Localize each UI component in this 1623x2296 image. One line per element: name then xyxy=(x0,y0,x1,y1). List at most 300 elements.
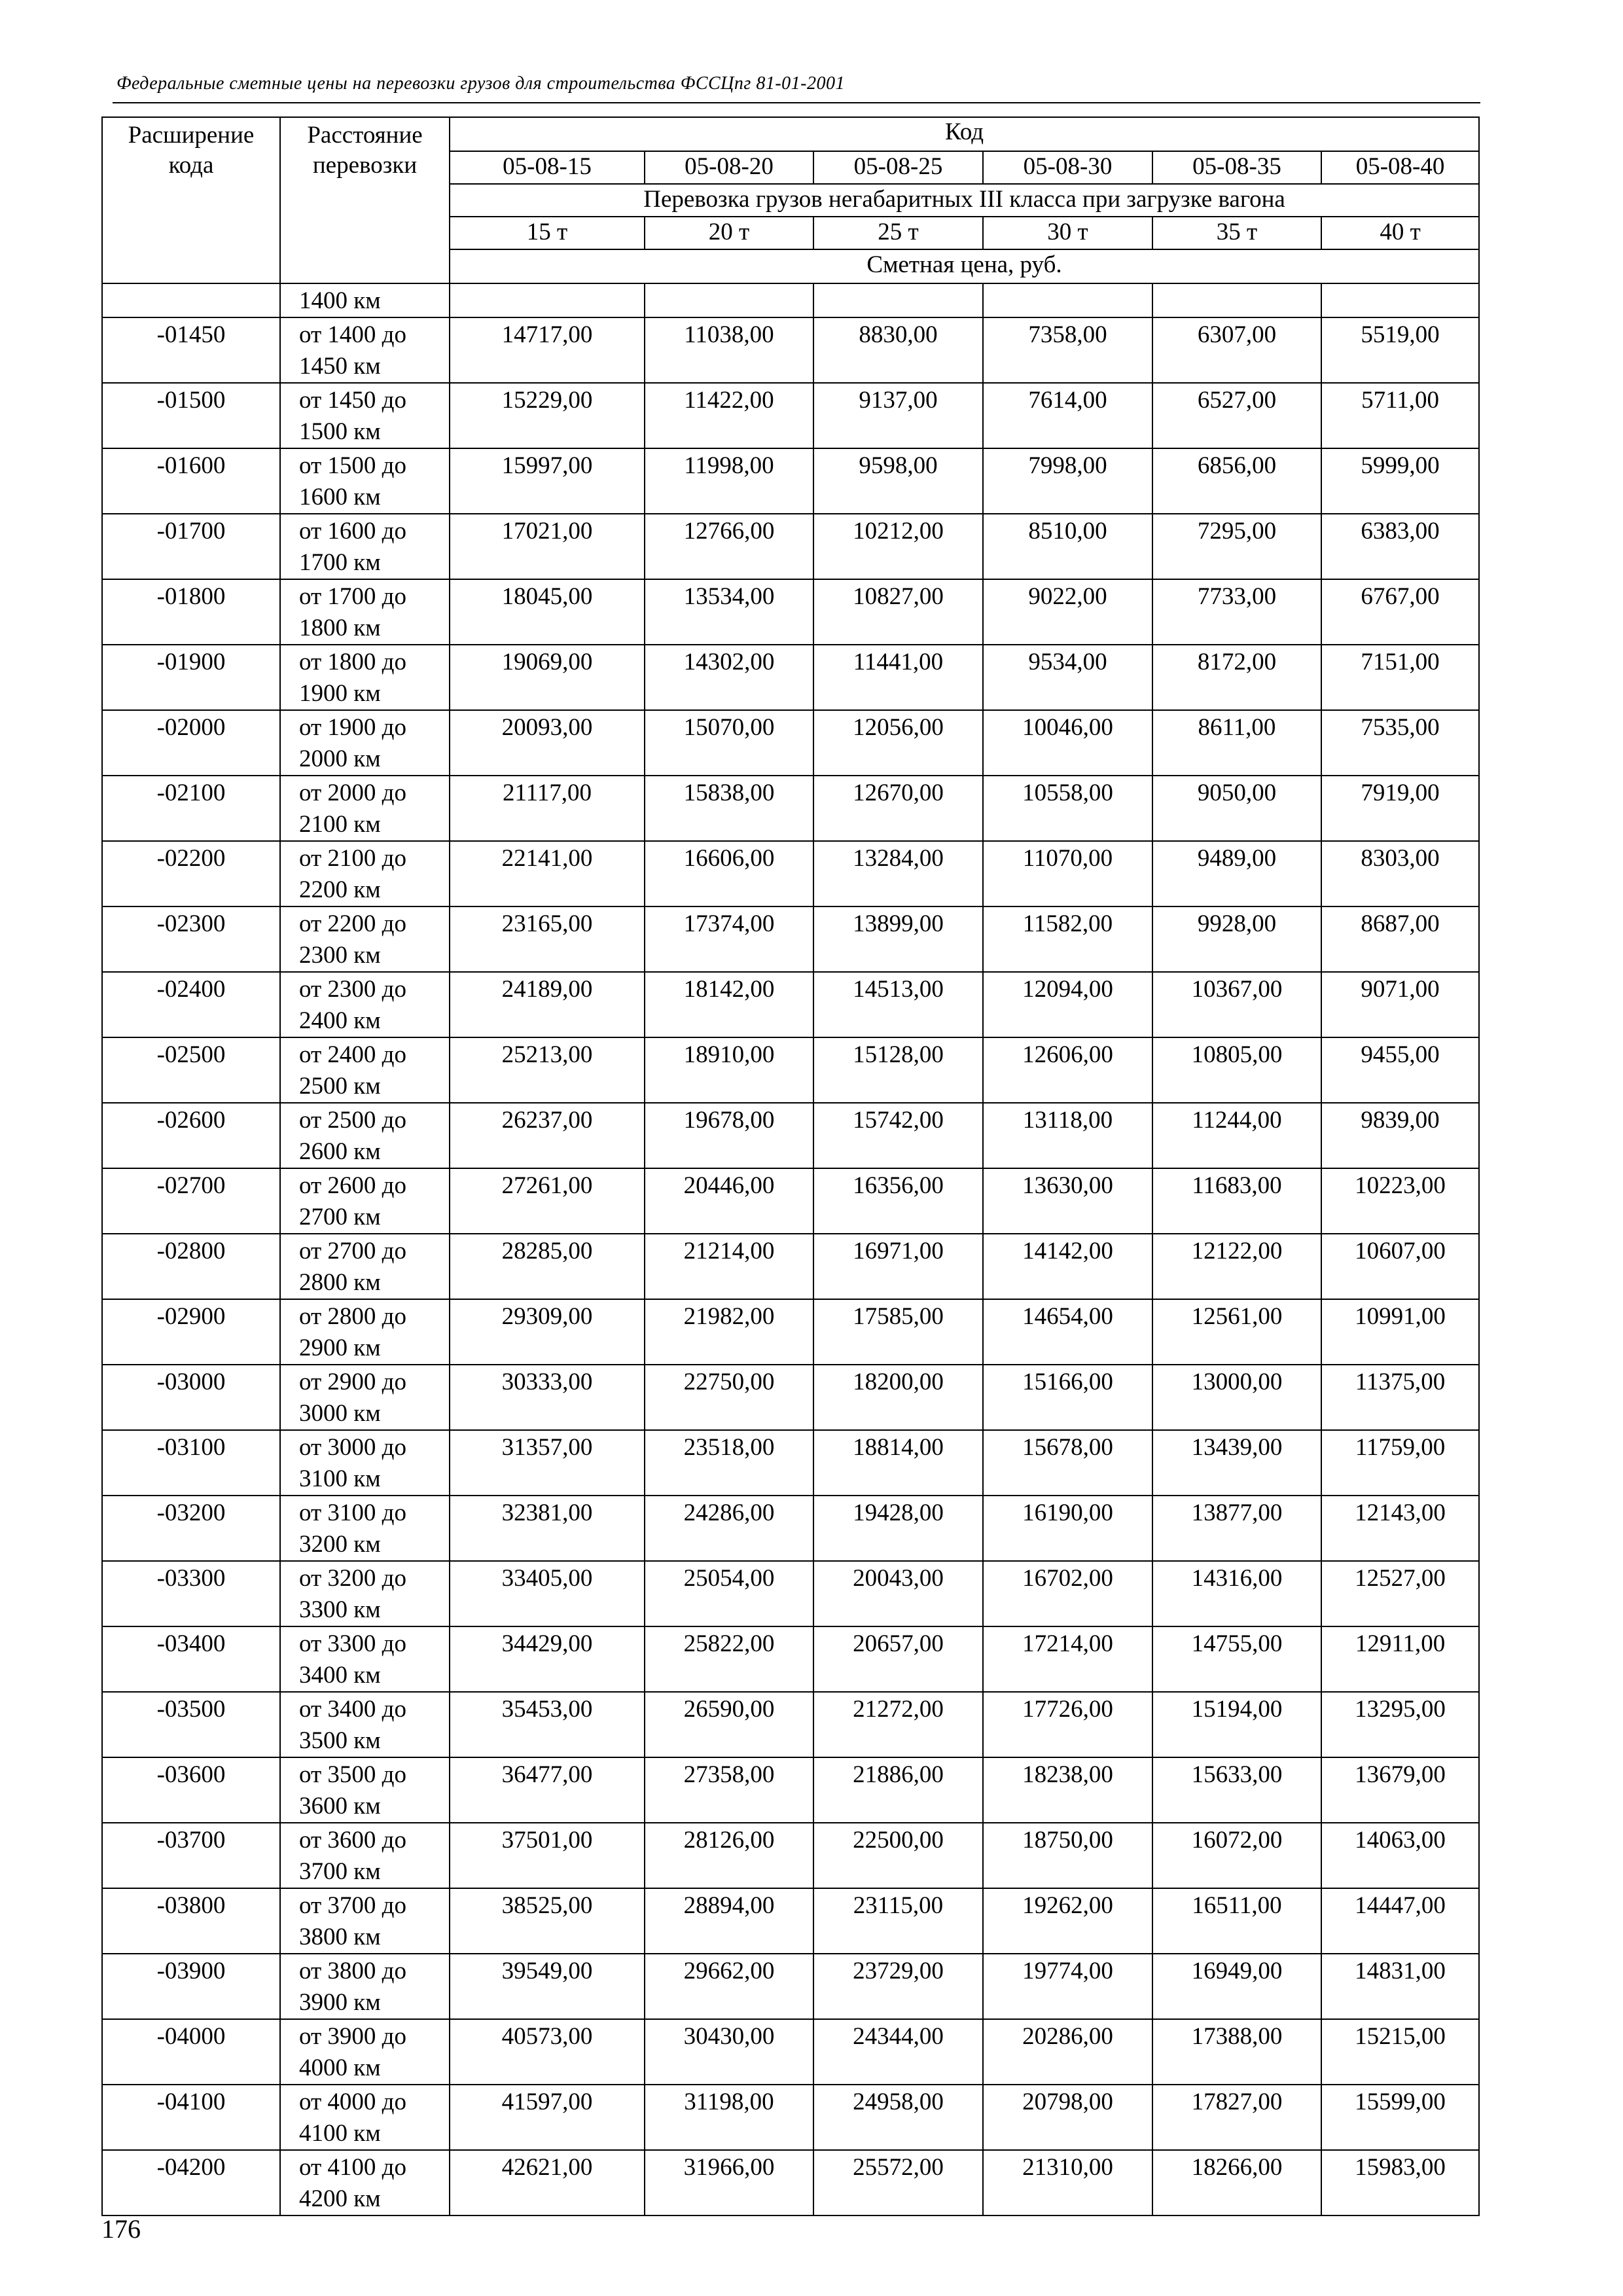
cell-price: 17214,00 xyxy=(983,1626,1152,1692)
cell-price: 31198,00 xyxy=(645,2085,813,2150)
distance-from: от 2100 до xyxy=(299,845,407,872)
cell-price: 7998,00 xyxy=(983,448,1152,514)
cell-code: -01450 xyxy=(102,317,280,383)
cell-code: -04000 xyxy=(102,2019,280,2085)
cell-price: 32381,00 xyxy=(450,1496,645,1561)
cell-price: 15997,00 xyxy=(450,448,645,514)
distance-to: 2900 км xyxy=(299,1335,381,1361)
distance-from: от 3300 до xyxy=(299,1630,407,1657)
cell-price: 25054,00 xyxy=(645,1561,813,1626)
cell-price: 13877,00 xyxy=(1152,1496,1321,1561)
distance-to: 4100 км xyxy=(299,2120,381,2147)
cell-distance xyxy=(280,317,450,383)
distance-from: от 3700 до xyxy=(299,1892,407,1919)
cell-price: 8510,00 xyxy=(983,514,1152,579)
table-row xyxy=(102,841,1479,906)
cell-price: 14654,00 xyxy=(983,1299,1152,1365)
cell-price: 18814,00 xyxy=(813,1430,983,1496)
cell-price: 12766,00 xyxy=(645,514,813,579)
table-row xyxy=(102,776,1479,841)
distance-to: 3400 км xyxy=(299,1662,381,1689)
cell-price: 18910,00 xyxy=(645,1037,813,1103)
cell-price: 9455,00 xyxy=(1321,1037,1479,1103)
cell-price: 13118,00 xyxy=(983,1103,1152,1168)
cell-distance xyxy=(280,2150,450,2215)
cell-price: 18238,00 xyxy=(983,1757,1152,1823)
cell-code: -02900 xyxy=(102,1299,280,1365)
distance-to: 2500 км xyxy=(299,1073,381,1100)
cell-price: 29309,00 xyxy=(450,1299,645,1365)
cell-price: 15166,00 xyxy=(983,1365,1152,1430)
header-distance: Расстояние перевозки xyxy=(280,117,450,283)
cell-price: 11070,00 xyxy=(983,841,1152,906)
cell-distance: 1400 км xyxy=(280,283,450,317)
cell-code: -01500 xyxy=(102,383,280,448)
cell-distance xyxy=(280,2019,450,2085)
cell-price: 23518,00 xyxy=(645,1430,813,1496)
table-row xyxy=(102,1299,1479,1365)
cell-price: 13679,00 xyxy=(1321,1757,1479,1823)
distance-to: 4000 км xyxy=(299,2054,381,2081)
table-row xyxy=(102,906,1479,972)
distance-from: от 3000 до xyxy=(299,1434,407,1461)
header-code: Код xyxy=(450,117,1479,151)
distance-to: 2700 км xyxy=(299,1204,381,1230)
distance-to: 2100 км xyxy=(299,811,381,838)
table-row xyxy=(102,448,1479,514)
cell-price: 14063,00 xyxy=(1321,1823,1479,1888)
distance-from: от 1600 до xyxy=(299,518,407,545)
distance-to: 4200 км xyxy=(299,2185,381,2212)
cell-price: 11441,00 xyxy=(813,645,983,710)
cell-price: 15599,00 xyxy=(1321,2085,1479,2150)
distance-from: от 2400 до xyxy=(299,1041,407,1068)
cell-price: 21310,00 xyxy=(983,2150,1152,2215)
cell-price: 18266,00 xyxy=(1152,2150,1321,2215)
cell-price: 16949,00 xyxy=(1152,1954,1321,2019)
cell-price: 16190,00 xyxy=(983,1496,1152,1561)
cell-price: 14447,00 xyxy=(1321,1888,1479,1954)
header-load: 40 т xyxy=(1321,217,1479,249)
header-load: 20 т xyxy=(645,217,813,249)
cell-code: -02000 xyxy=(102,710,280,776)
cell-distance xyxy=(280,1365,450,1430)
table-row xyxy=(102,1626,1479,1692)
distance-from: от 3100 до xyxy=(299,1499,407,1526)
cell-price: 22750,00 xyxy=(645,1365,813,1430)
cell-price: 21117,00 xyxy=(450,776,645,841)
cell-price: 11683,00 xyxy=(1152,1168,1321,1234)
cell-price: 12143,00 xyxy=(1321,1496,1479,1561)
cell-distance xyxy=(280,710,450,776)
distance-to: 1600 км xyxy=(299,484,381,511)
cell-price: 5519,00 xyxy=(1321,317,1479,383)
cell-price: 9534,00 xyxy=(983,645,1152,710)
cell-distance xyxy=(280,1496,450,1561)
cell-price: 21886,00 xyxy=(813,1757,983,1823)
cell-price: 7614,00 xyxy=(983,383,1152,448)
cell-price: 27261,00 xyxy=(450,1168,645,1234)
distance-from: от 2200 до xyxy=(299,910,407,937)
cell-price: 15742,00 xyxy=(813,1103,983,1168)
cell-empty xyxy=(450,283,645,317)
cell-price: 22500,00 xyxy=(813,1823,983,1888)
cell-price: 31357,00 xyxy=(450,1430,645,1496)
cell-price: 12670,00 xyxy=(813,776,983,841)
cell-price: 25213,00 xyxy=(450,1037,645,1103)
cell-price: 13899,00 xyxy=(813,906,983,972)
cell-price: 11422,00 xyxy=(645,383,813,448)
header-load: 35 т xyxy=(1152,217,1321,249)
cell-price: 11998,00 xyxy=(645,448,813,514)
table-row xyxy=(102,1757,1479,1823)
page-number: 176 xyxy=(101,2214,141,2244)
cell-price: 18142,00 xyxy=(645,972,813,1037)
cell-price: 8611,00 xyxy=(1152,710,1321,776)
cell-price: 14142,00 xyxy=(983,1234,1152,1299)
distance-from: от 2500 до xyxy=(299,1107,407,1134)
cell-price: 6527,00 xyxy=(1152,383,1321,448)
distance-from: от 2700 до xyxy=(299,1238,407,1265)
distance-from: от 3900 до xyxy=(299,2023,407,2050)
cell-distance xyxy=(280,383,450,448)
header-extension-code: Расширение кода xyxy=(102,117,280,283)
cell-code xyxy=(102,283,280,317)
cell-price: 6856,00 xyxy=(1152,448,1321,514)
cell-distance xyxy=(280,1757,450,1823)
table-row xyxy=(102,2150,1479,2215)
cell-price: 26237,00 xyxy=(450,1103,645,1168)
distance-from: от 1400 до xyxy=(299,321,407,348)
header-load: 30 т xyxy=(983,217,1152,249)
cell-distance xyxy=(280,1430,450,1496)
cell-price: 24189,00 xyxy=(450,972,645,1037)
cell-price: 14302,00 xyxy=(645,645,813,710)
distance-from: от 1800 до xyxy=(299,649,407,675)
cell-price: 12527,00 xyxy=(1321,1561,1479,1626)
table-row xyxy=(102,972,1479,1037)
distance-from: от 2600 до xyxy=(299,1172,407,1199)
cell-price: 15678,00 xyxy=(983,1430,1152,1496)
table-row xyxy=(102,1823,1479,1888)
cell-price: 37501,00 xyxy=(450,1823,645,1888)
table-row xyxy=(102,1430,1479,1496)
cell-price: 40573,00 xyxy=(450,2019,645,2085)
cell-code: -02200 xyxy=(102,841,280,906)
cell-code: -03300 xyxy=(102,1561,280,1626)
cell-price: 13630,00 xyxy=(983,1168,1152,1234)
cell-empty xyxy=(1152,283,1321,317)
cell-distance xyxy=(280,1823,450,1888)
distance-to: 2600 км xyxy=(299,1138,381,1165)
table-row xyxy=(102,1954,1479,2019)
cell-price: 11375,00 xyxy=(1321,1365,1479,1430)
cell-price: 9839,00 xyxy=(1321,1103,1479,1168)
cell-distance xyxy=(280,1234,450,1299)
cell-price: 24958,00 xyxy=(813,2085,983,2150)
cell-price: 6383,00 xyxy=(1321,514,1479,579)
distance-from: от 4000 до xyxy=(299,2089,407,2115)
cell-price: 7358,00 xyxy=(983,317,1152,383)
table-row xyxy=(102,1037,1479,1103)
cell-price: 18045,00 xyxy=(450,579,645,645)
distance-to: 2800 км xyxy=(299,1269,381,1296)
cell-price: 12094,00 xyxy=(983,972,1152,1037)
cell-price: 12561,00 xyxy=(1152,1299,1321,1365)
distance-to: 1700 км xyxy=(299,549,381,576)
table-row xyxy=(102,514,1479,579)
cell-code: -03700 xyxy=(102,1823,280,1888)
cell-price: 10367,00 xyxy=(1152,972,1321,1037)
cell-price: 22141,00 xyxy=(450,841,645,906)
cell-price: 13439,00 xyxy=(1152,1430,1321,1496)
table-row xyxy=(102,1692,1479,1757)
cell-price: 11759,00 xyxy=(1321,1430,1479,1496)
cell-price: 9022,00 xyxy=(983,579,1152,645)
cell-price: 11582,00 xyxy=(983,906,1152,972)
cell-price: 24344,00 xyxy=(813,2019,983,2085)
cell-code: -04200 xyxy=(102,2150,280,2215)
header-code-value: 05-08-20 xyxy=(645,151,813,184)
running-header: Федеральные сметные цены на перевозки грузов для строительства ФССЦпг 81-01-2001 xyxy=(116,73,845,94)
cell-price: 26590,00 xyxy=(645,1692,813,1757)
cell-code: -03900 xyxy=(102,1954,280,2019)
cell-price: 14513,00 xyxy=(813,972,983,1037)
cell-price: 16511,00 xyxy=(1152,1888,1321,1954)
cell-price: 8687,00 xyxy=(1321,906,1479,972)
cell-price: 20043,00 xyxy=(813,1561,983,1626)
distance-from: от 3400 до xyxy=(299,1696,407,1723)
cell-price: 14316,00 xyxy=(1152,1561,1321,1626)
cell-distance xyxy=(280,1561,450,1626)
cell-price: 9050,00 xyxy=(1152,776,1321,841)
cell-price: 20286,00 xyxy=(983,2019,1152,2085)
distance-from: от 2300 до xyxy=(299,976,407,1003)
cell-distance xyxy=(280,1954,450,2019)
header-load: 25 т xyxy=(813,217,983,249)
cell-price: 17388,00 xyxy=(1152,2019,1321,2085)
cell-price: 10046,00 xyxy=(983,710,1152,776)
cell-price: 38525,00 xyxy=(450,1888,645,1954)
table-row xyxy=(102,1496,1479,1561)
table-row xyxy=(102,1888,1479,1954)
cell-price: 5999,00 xyxy=(1321,448,1479,514)
header-load: 15 т xyxy=(450,217,645,249)
cell-price: 15983,00 xyxy=(1321,2150,1479,2215)
cell-price: 6307,00 xyxy=(1152,317,1321,383)
cell-price: 28126,00 xyxy=(645,1823,813,1888)
cell-distance xyxy=(280,645,450,710)
distance-to: 3600 км xyxy=(299,1793,381,1820)
distance-to: 2000 км xyxy=(299,745,381,772)
distance-to: 3700 км xyxy=(299,1858,381,1885)
cell-price: 12606,00 xyxy=(983,1037,1152,1103)
cell-price: 10607,00 xyxy=(1321,1234,1479,1299)
cell-price: 16072,00 xyxy=(1152,1823,1321,1888)
cell-price: 19428,00 xyxy=(813,1496,983,1561)
cell-code: -01600 xyxy=(102,448,280,514)
table-row xyxy=(102,317,1479,383)
cell-price: 10558,00 xyxy=(983,776,1152,841)
cell-price: 19262,00 xyxy=(983,1888,1152,1954)
distance-to: 3500 км xyxy=(299,1727,381,1754)
cell-price: 7733,00 xyxy=(1152,579,1321,645)
cell-price: 24286,00 xyxy=(645,1496,813,1561)
distance-to: 3900 км xyxy=(299,1989,381,2016)
header-code-value: 05-08-25 xyxy=(813,151,983,184)
distance-from: от 1450 до xyxy=(299,387,407,414)
distance-to: 1500 км xyxy=(299,418,381,445)
cell-price: 17585,00 xyxy=(813,1299,983,1365)
cell-price: 18200,00 xyxy=(813,1365,983,1430)
cell-price: 10223,00 xyxy=(1321,1168,1479,1234)
table-row xyxy=(102,1103,1479,1168)
cell-price: 9928,00 xyxy=(1152,906,1321,972)
cell-price: 15633,00 xyxy=(1152,1757,1321,1823)
cell-price: 17827,00 xyxy=(1152,2085,1321,2150)
distance-from: от 1500 до xyxy=(299,452,407,479)
cell-code: -02500 xyxy=(102,1037,280,1103)
cell-code: -02300 xyxy=(102,906,280,972)
cell-price: 9598,00 xyxy=(813,448,983,514)
cell-price: 8830,00 xyxy=(813,317,983,383)
cell-price: 20657,00 xyxy=(813,1626,983,1692)
cell-code: -02700 xyxy=(102,1168,280,1234)
cell-distance xyxy=(280,1037,450,1103)
cell-price: 13284,00 xyxy=(813,841,983,906)
table-row xyxy=(102,645,1479,710)
cell-price: 23115,00 xyxy=(813,1888,983,1954)
distance-to: 3300 км xyxy=(299,1596,381,1623)
header-code-value: 05-08-30 xyxy=(983,151,1152,184)
cell-price: 28894,00 xyxy=(645,1888,813,1954)
cell-price: 15838,00 xyxy=(645,776,813,841)
cell-price: 10212,00 xyxy=(813,514,983,579)
cell-price: 39549,00 xyxy=(450,1954,645,2019)
cell-code: -03500 xyxy=(102,1692,280,1757)
cell-price: 15194,00 xyxy=(1152,1692,1321,1757)
cell-price: 13534,00 xyxy=(645,579,813,645)
cell-empty xyxy=(1321,283,1479,317)
cell-price: 15229,00 xyxy=(450,383,645,448)
header-code-value: 05-08-40 xyxy=(1321,151,1479,184)
header-code-value: 05-08-15 xyxy=(450,151,645,184)
cell-price: 18750,00 xyxy=(983,1823,1152,1888)
cell-price: 25822,00 xyxy=(645,1626,813,1692)
cell-price: 14755,00 xyxy=(1152,1626,1321,1692)
cell-price: 30430,00 xyxy=(645,2019,813,2085)
distance-to: 2400 км xyxy=(299,1007,381,1034)
cell-code: -03000 xyxy=(102,1365,280,1430)
cell-distance xyxy=(280,1299,450,1365)
table-row xyxy=(102,1234,1479,1299)
cell-distance xyxy=(280,972,450,1037)
cell-distance xyxy=(280,448,450,514)
distance-from: от 3500 до xyxy=(299,1761,407,1788)
cell-price: 17374,00 xyxy=(645,906,813,972)
cell-distance xyxy=(280,1168,450,1234)
distance-to: 3200 км xyxy=(299,1531,381,1558)
cell-price: 14717,00 xyxy=(450,317,645,383)
cell-empty xyxy=(983,283,1152,317)
distance-from: от 4100 до xyxy=(299,2154,407,2181)
cell-price: 11244,00 xyxy=(1152,1103,1321,1168)
cell-price: 21214,00 xyxy=(645,1234,813,1299)
cell-price: 16356,00 xyxy=(813,1168,983,1234)
cell-price: 19069,00 xyxy=(450,645,645,710)
distance-to: 3800 км xyxy=(299,1924,381,1950)
header-code-value: 05-08-35 xyxy=(1152,151,1321,184)
table-row xyxy=(102,710,1479,776)
cell-price: 15128,00 xyxy=(813,1037,983,1103)
cell-price: 8172,00 xyxy=(1152,645,1321,710)
cell-price: 13295,00 xyxy=(1321,1692,1479,1757)
cell-price: 14831,00 xyxy=(1321,1954,1479,2019)
cell-price: 7535,00 xyxy=(1321,710,1479,776)
cell-price: 29662,00 xyxy=(645,1954,813,2019)
cell-code: -02400 xyxy=(102,972,280,1037)
cell-price: 41597,00 xyxy=(450,2085,645,2150)
cell-code: -01900 xyxy=(102,645,280,710)
cell-code: -02100 xyxy=(102,776,280,841)
cell-price: 12122,00 xyxy=(1152,1234,1321,1299)
cell-price: 27358,00 xyxy=(645,1757,813,1823)
cell-price: 8303,00 xyxy=(1321,841,1479,906)
cell-price: 7151,00 xyxy=(1321,645,1479,710)
cell-code: -02800 xyxy=(102,1234,280,1299)
distance-from: от 2800 до xyxy=(299,1303,407,1330)
distance-to: 1800 км xyxy=(299,615,381,641)
table-row xyxy=(102,2085,1479,2150)
cell-distance xyxy=(280,776,450,841)
distance-from: от 2900 до xyxy=(299,1369,407,1395)
cell-price: 9137,00 xyxy=(813,383,983,448)
cell-code: -03200 xyxy=(102,1496,280,1561)
table-row xyxy=(102,1168,1479,1234)
cell-price: 25572,00 xyxy=(813,2150,983,2215)
cell-code: -02600 xyxy=(102,1103,280,1168)
cell-price: 10827,00 xyxy=(813,579,983,645)
distance-from: от 3200 до xyxy=(299,1565,407,1592)
cell-price: 15215,00 xyxy=(1321,2019,1479,2085)
cell-distance xyxy=(280,2085,450,2150)
cell-price: 30333,00 xyxy=(450,1365,645,1430)
cell-distance xyxy=(280,1692,450,1757)
cell-price: 33405,00 xyxy=(450,1561,645,1626)
cell-price: 42621,00 xyxy=(450,2150,645,2215)
cell-price: 15070,00 xyxy=(645,710,813,776)
distance-from: от 2000 до xyxy=(299,780,407,806)
distance-from: от 1900 до xyxy=(299,714,407,741)
cell-price: 31966,00 xyxy=(645,2150,813,2215)
cell-price: 20798,00 xyxy=(983,2085,1152,2150)
cell-price: 23165,00 xyxy=(450,906,645,972)
cell-distance xyxy=(280,841,450,906)
cell-price: 21272,00 xyxy=(813,1692,983,1757)
distance-to: 1900 км xyxy=(299,680,381,707)
cell-price: 11038,00 xyxy=(645,317,813,383)
distance-from: от 1700 до xyxy=(299,583,407,610)
cell-price: 20093,00 xyxy=(450,710,645,776)
cell-price: 19678,00 xyxy=(645,1103,813,1168)
cell-price: 36477,00 xyxy=(450,1757,645,1823)
cell-price: 34429,00 xyxy=(450,1626,645,1692)
table-row-carryover xyxy=(102,283,1479,317)
header-rule xyxy=(113,102,1480,103)
cell-price: 28285,00 xyxy=(450,1234,645,1299)
cell-price: 23729,00 xyxy=(813,1954,983,2019)
cell-code: -04100 xyxy=(102,2085,280,2150)
